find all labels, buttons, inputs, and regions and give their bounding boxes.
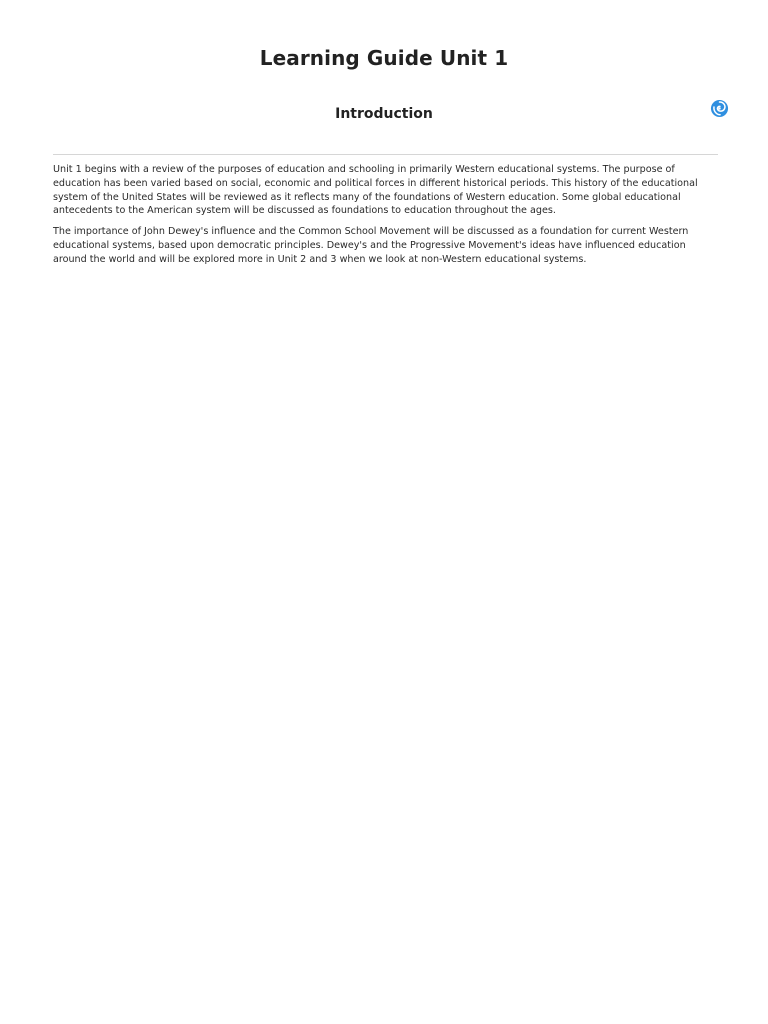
document-body: [53, 163, 717, 274]
page-title: Learning Guide Unit 1: [259, 46, 509, 70]
body-paragraph: The importance of John Dewey's influence and the Common School Movement will be discussed as a foundation for current Western educational systems, based upon democratic principles. Dewey's and the Progressive Movement's ideas have influenced education around the world and will be explored more in Unit 2 and 3 when we look at non-Western educational systems.: [53, 226, 689, 265]
swirl-logo-icon: [710, 99, 729, 118]
section-heading: Introduction: [335, 106, 433, 122]
body-paragraph: Unit 1 begins with a review of the purposes of education and schooling in primarily Western educational systems. The purpose of education has been varied based on social, economic and political forces in different historical periods. This history of the educational system of the United States will be reviewed as it reflects many of the foundations of Western education. Some global educational antecedents to the American system will be discussed as foundations to education throughout the ages.: [53, 164, 698, 217]
header-divider: [53, 154, 718, 155]
